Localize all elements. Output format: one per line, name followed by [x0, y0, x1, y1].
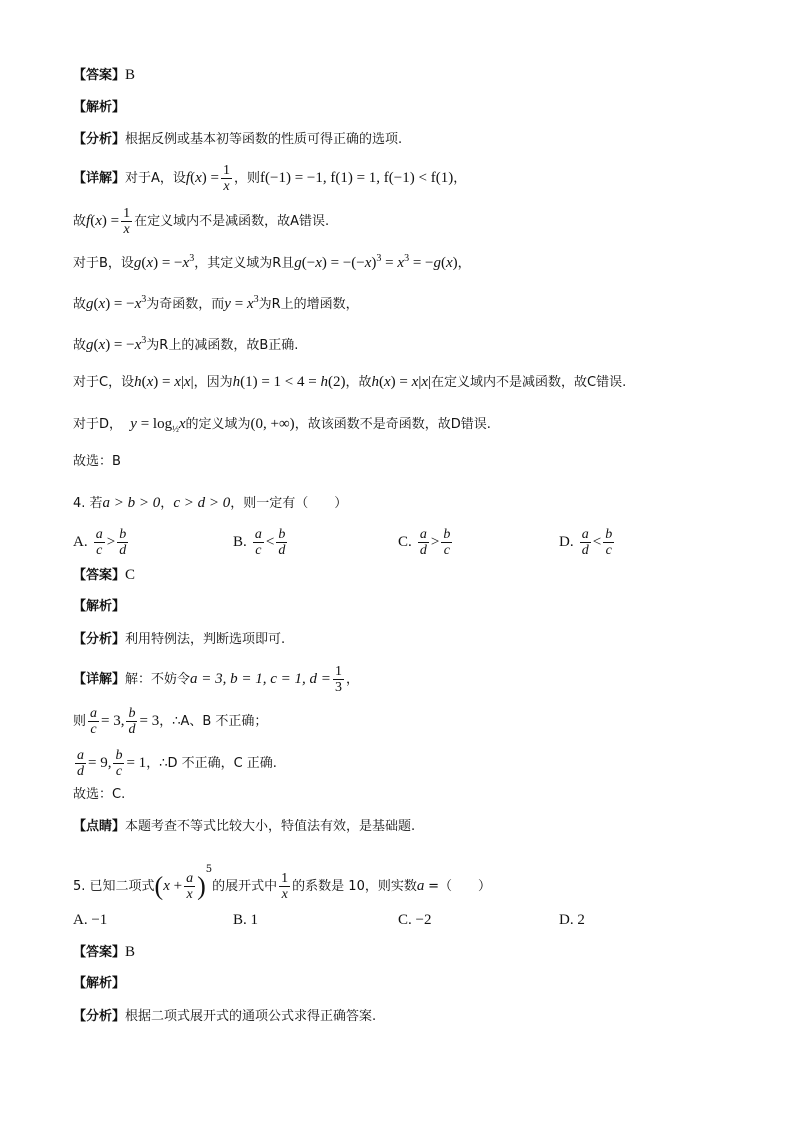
- q3-fenxi-line: [73, 130, 402, 150]
- l3-tail: ，∴D 不正确，C 正确.: [146, 756, 277, 771]
- q3-detail-a-line: 【详解】对于A，设f(x) = $\frac{1}{x}$ ，则f(−1) = −1, f(1) = 1, f(−1) < f(1)，: [73, 163, 467, 194]
- q4-choice-line: [73, 785, 125, 805]
- analysis-tag: 【解析】: [73, 976, 126, 991]
- d-tail: ，故该函数不是奇函数，故D错误.: [294, 417, 491, 432]
- l2-lead: 则: [73, 714, 87, 729]
- q5-stem-tail: =（ ）: [428, 879, 492, 894]
- q3-detail-d-line: 对于D， $y = \log_{\frac{1}{2}}x$的定义域为(0, +∞)，故该函数不是奇函数，故D错误.: [73, 416, 491, 434]
- q4-dianjing-line: [73, 817, 415, 837]
- q3-answer-line: [73, 65, 135, 86]
- fenxi-tag: 【分析】: [73, 132, 126, 147]
- fraction-1-over-x-2: $\frac{1}{x}$: [123, 206, 131, 237]
- b3-lead: 故: [73, 338, 87, 353]
- q4-detail-line: 【详解】解：不妨令a = 3, b = 1, c = 1, d = $\frac{1}{3}$ ，: [73, 664, 359, 695]
- answer-tag: 【答案】: [73, 945, 126, 960]
- b1-end: ，: [457, 256, 471, 271]
- fenxi-tag: 【分析】: [73, 1009, 126, 1024]
- detail-end: ，: [345, 672, 359, 687]
- c-lead: 对于C，设: [73, 375, 135, 390]
- q3-choice-line: [73, 452, 121, 472]
- q4-stem-tail: ，则一定有（ ）: [230, 496, 348, 511]
- b3-tail: 为R上的减函数，故B正确.: [146, 338, 299, 353]
- q4-option-b[interactable]: B. $\frac{a}{c}$ < $\frac{b}{d}$: [233, 527, 286, 558]
- b2-lead: 故: [73, 297, 87, 312]
- detail-a-lead: 对于A，设: [125, 171, 186, 186]
- l2-tail: ，∴A、B 不正确；: [159, 714, 268, 729]
- b2-tail: 为R上的增函数，: [258, 297, 359, 312]
- q5-option-c[interactable]: C. −2: [398, 912, 432, 928]
- detail-a-end: ，: [453, 171, 467, 186]
- d-lead: 对于D，: [73, 417, 123, 432]
- q5-option-b[interactable]: B. 1: [233, 912, 259, 928]
- q5-option-a[interactable]: A. −1: [73, 912, 108, 928]
- q3-detail-a2-line: 故f(x) = $\frac{1}{x}$ 在定义域内不是减函数，故A错误.: [73, 206, 330, 237]
- option-c-label: C.: [398, 534, 412, 550]
- q4-option-c[interactable]: C. $\frac{a}{d}$ > $\frac{b}{c}$: [398, 527, 451, 558]
- detail-tag: 【详解】: [73, 171, 126, 186]
- detail-a-mid: ，则: [233, 171, 260, 186]
- fenxi-tag: 【分析】: [73, 632, 126, 647]
- q4-answer-line: [73, 565, 135, 586]
- q3-analysis-line: [73, 98, 125, 118]
- q5-answer-line: [73, 942, 135, 963]
- q4-stem-math2: c > d > 0: [173, 495, 231, 511]
- analysis-tag: 【解析】: [73, 100, 126, 115]
- q4-stem-math: a > b > 0: [102, 495, 161, 511]
- q5-stem-mid2: 的系数是 10，则实数: [292, 879, 417, 894]
- line2-tail: 在定义域内不是减函数，故A错误.: [134, 214, 330, 229]
- b1-mid: ，其定义域为R且: [194, 256, 295, 271]
- q4-detail-l3: $\frac{a}{d}$ = 9, $\frac{b}{c}$ = 1，∴D 不正确，C 正确.: [77, 748, 277, 779]
- q4-fenxi-line: [73, 630, 285, 650]
- detail-math: a = 3, b = 1, c = 1, d =: [190, 671, 331, 687]
- q3-detail-b3-line: 故$g(x) = -x^3$为R上的减函数，故B正确.: [73, 335, 299, 353]
- analysis-tag: 【解析】: [73, 599, 126, 614]
- line2-lead: 故: [73, 214, 87, 229]
- fenxi-text: 利用特例法，判断选项即可.: [125, 632, 286, 647]
- c-mid: ，因为: [193, 375, 233, 390]
- option-a-label: A.: [73, 534, 88, 550]
- dianjing-tag: 【点睛】: [73, 819, 126, 834]
- q3-detail-c-line: 对于C，设h(x) = x|x|，因为h(1) = 1 < 4 = h(2)，故h(x) = x|x|在定义域内不是减函数，故C错误.: [73, 374, 627, 390]
- q5-stem: 5. 已知二项式(x + $\frac{a}{x}$ )$^5$的展开式中 $\frac{1}{x}$ 的系数是 10，则实数a =（ ）: [73, 864, 492, 902]
- q4-option-d[interactable]: D. $\frac{a}{d}$ < $\frac{b}{c}$: [559, 527, 613, 558]
- b1-lead: 对于B，设: [73, 256, 134, 271]
- q4-detail-l2: 则 $\frac{a}{c}$ = 3, $\frac{b}{d}$ = 3，∴A、B 不正确；: [73, 706, 268, 737]
- fenxi-text: 根据反例或基本初等函数的性质可得正确的选项.: [125, 132, 403, 147]
- answer-value: C: [125, 567, 136, 583]
- d-mid: 的定义域为: [185, 417, 251, 432]
- q3-detail-b2-line: 故$g(x) = -x^3$为奇函数，而$y = x^3$为R上的增函数，: [73, 294, 359, 312]
- q5-fenxi-line: [73, 1007, 376, 1027]
- detail-tag: 【详解】: [73, 672, 126, 687]
- answer-value: B: [125, 944, 136, 960]
- answer-tag: 【答案】: [73, 68, 126, 83]
- q4-stem: [73, 493, 347, 514]
- q5-analysis-line: [73, 974, 125, 994]
- choice-text: 故选：B: [73, 454, 121, 469]
- q4-stem-lead: 4. 若: [73, 496, 103, 511]
- q5-stem-mid: 的展开式中: [212, 879, 278, 894]
- answer-value: B: [125, 67, 136, 83]
- detail-lead: 解：不妨令: [125, 672, 191, 687]
- answer-tag: 【答案】: [73, 568, 126, 583]
- b2-mid: 为奇函数，而: [146, 297, 225, 312]
- q5-option-d[interactable]: D. 2: [559, 912, 585, 928]
- dianjing-text: 本题考查不等式比较大小，特值法有效，是基础题.: [125, 819, 416, 834]
- option-b-label: B.: [233, 534, 247, 550]
- fenxi-text: 根据二项式展开式的通项公式求得正确答案.: [125, 1009, 377, 1024]
- c-tail: 在定义域内不是减函数，故C错误.: [431, 375, 627, 390]
- fraction-1-over-x: $\frac{1}{x}$: [222, 163, 230, 194]
- choice-text: 故选：C.: [73, 787, 126, 802]
- c-mid2: ，故: [345, 375, 372, 390]
- q4-analysis-line: [73, 597, 125, 617]
- option-d-label: D.: [559, 534, 574, 550]
- detail-a-math: f(−1) = −1, f(1) = 1, f(−1) < f(1): [260, 170, 454, 186]
- q4-stem-mid: ，: [160, 496, 174, 511]
- q4-option-a[interactable]: A. $\frac{a}{c}$ > $\frac{b}{d}$: [73, 527, 127, 558]
- q3-detail-b1-line: 对于B，设$g(x) = -x^3$，其定义域为R且$g(-x) = -(-x)^3 = x^3 = -g(x)$，: [73, 253, 471, 271]
- q5-stem-lead: 5. 已知二项式: [73, 879, 155, 894]
